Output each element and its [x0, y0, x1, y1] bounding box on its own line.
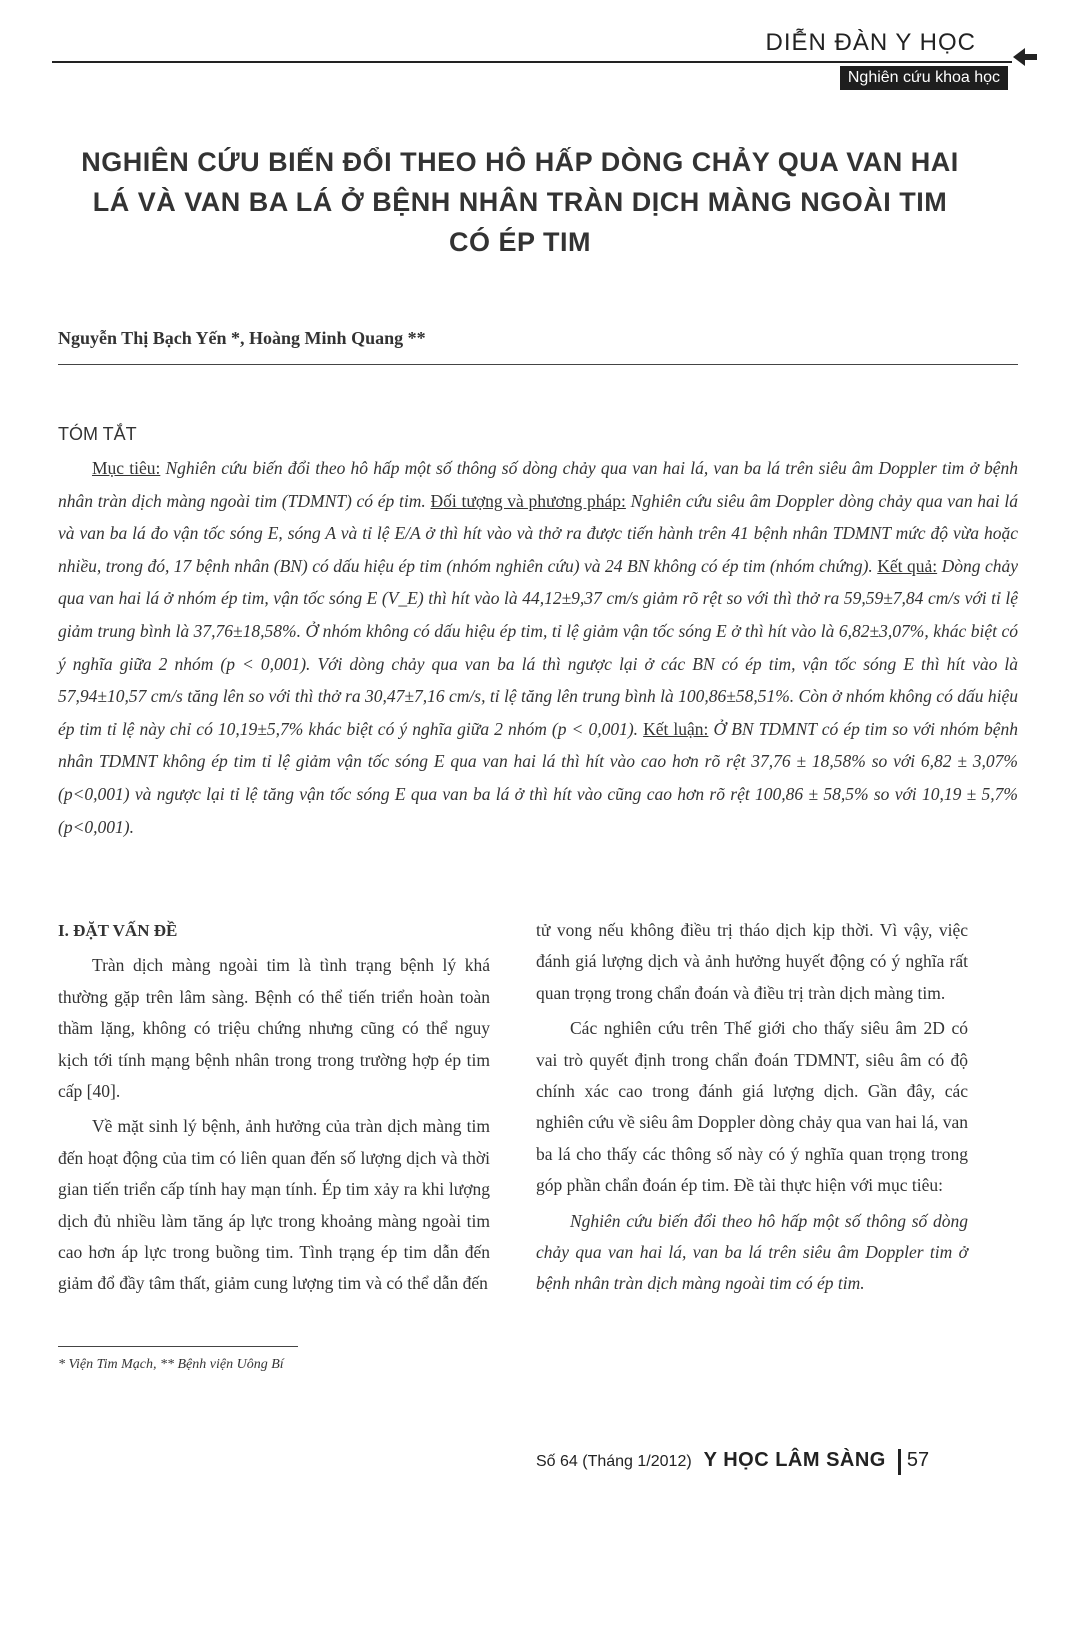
footer-separator [898, 1449, 901, 1475]
objective-text: Nghiên cứu biến đổi theo hô hấp một số thông số dòng chảy qua van hai lá, van ba lá trên siêu âm Doppler tim ở bệnh nhân tràn dịch màng ngoài tim (TDMNT) có ép tim. [58, 458, 1018, 511]
authors-divider [58, 364, 1018, 365]
page-number: 57 [906, 1449, 930, 1471]
abstract-body [58, 452, 1018, 843]
section-heading: I. ĐẶT VẤN ĐỀ [58, 921, 178, 940]
header-divider [52, 61, 1012, 63]
body-paragraph: Về mặt sinh lý bệnh, ảnh hưởng của tràn dịch màng tim đến hoạt động của tim có liên quan đến số lượng dịch và thời gian tiến triển cấp tính hay mạn tính. Ép tim xảy ra khi lượng dịch đủ nhiều làm tăng áp lực trong khoảng màng ngoài tim cao hơn áp lực trong buồng tim. Tình trạng ép tim dẫn đến giảm đổ đầy tâm thất, giảm cung lượng tim và có thể dẫn đến [58, 1116, 490, 1294]
body-paragraph: tử vong nếu không điều trị tháo dịch kịp thời. Vì vậy, việc đánh giá lượng dịch và ảnh hưởng huyết động có ý nghĩa rất quan trọng trong chẩn đoán và điều trị tràn dịch màng tim. [536, 920, 968, 1003]
body-left-column [58, 915, 490, 1304]
arrow-left-icon [1011, 44, 1037, 70]
methods-text: Nghiên cứu siêu âm Doppler dòng chảy qua van hai lá và van ba lá đo vận tốc sóng E, sóng A và tỉ lệ E/A ở thì hít vào và thở ra được tiến hành trên 41 bệnh nhân TDMNT mức độ vừa hoặc nhiều, trong đó, 17 bệnh nhân (BN) có dấu hiệu ép tim (nhóm nghiên cứu) và 24 BN không có ép tim (nhóm chứng). [58, 490, 1018, 576]
affiliation-footnote: * Viện Tim Mạch, ** Bệnh viện Uông Bí [58, 1357, 284, 1372]
conclusion-label: Kết luận: [643, 718, 709, 739]
journal-name: Y HỌC LÂM SÀNG [703, 1449, 886, 1471]
abstract-heading: TÓM TẮT [58, 424, 137, 444]
section-title: DIỄN ĐÀN Y HỌC [765, 29, 976, 56]
article-authors: Nguyễn Thị Bạch Yến *, Hoàng Minh Quang ** [58, 328, 426, 348]
methods-label: Đối tượng và phương pháp: [430, 490, 626, 511]
results-label: Kết quả: [877, 555, 938, 576]
issue-info: Số 64 (Tháng 1/2012) [536, 1453, 692, 1470]
objective-statement: Nghiên cứu biến đổi theo hô hấp một số thông số dòng chảy qua van hai lá, van ba lá trên siêu âm Doppler tim ở bệnh nhân tràn dịch màng ngoài tim có ép tim. [536, 1210, 968, 1294]
results-text: Dòng chảy qua van hai lá ở nhóm ép tim, vận tốc sóng E (V_E) thì hít vào là 44,12±9,37 cm/s giảm rõ rệt so với thì thở ra 59,59±7,84 cm/s với tỉ lệ giảm trung bình là 37,76±18,58%. Ở nhóm không có dấu hiệu ép tim, tỉ lệ giảm vận tốc sóng E ở thì hít vào là 6,82±3,07%, khác biệt có ý nghĩa giữa 2 nhóm (p < 0,001). Với dòng chảy qua van ba lá thì ngược lại ở các BN có ép tim, vận tốc sóng E thì hít vào là 57,94±10,57 cm/s tăng lên so với thì thở ra 30,47±7,16 cm/s, tỉ lệ tăng lên trung bình là 100,86±58,51%. Còn ở nhóm không có dấu hiệu ép tim tỉ lệ này chỉ có 10,19±5,7% khác biệt có ý nghĩa giữa 2 nhóm (p < 0,001). [58, 555, 1018, 739]
page-footer [536, 1449, 929, 1475]
body-paragraph: Các nghiên cứu trên Thế giới cho thấy siêu âm 2D có vai trò quyết định trong chẩn đoán TDMNT, siêu âm có độ chính xác cao trong đánh giá lượng dịch. Gần đây, các nghiên cứu về siêu âm Doppler dòng chảy qua van hai lá, van ba lá cho thấy các thông số này có ý nghĩa quan trọng trong góp phần chẩn đoán ép tim. Đề tài thực hiện với mục tiêu: [536, 1018, 968, 1196]
footnote-divider [58, 1346, 298, 1347]
objective-label: Mục tiêu: [92, 458, 161, 478]
article-title: NGHIÊN CỨU BIẾN ĐỔI THEO HÔ HẤP DÒNG CHẢY QUA VAN HAI LÁ VÀ VAN BA LÁ Ở BỆNH NHÂN TRÀN DỊCH MÀNG NGOÀI TIM CÓ ÉP TIM [81, 147, 959, 257]
conclusion-text: Ở BN TDMNT có ép tim so với nhóm bệnh nhân TDMNT không ép tim tỉ lệ giảm vận tốc sóng E qua van hai lá thì hít vào cao hơn rõ rệt 37,76 ± 18,58% so với 6,82 ± 3,07% (p<0,001) và ngược lại tỉ lệ tăng vận tốc sóng E qua van ba lá ở thì hít vào cũng cao hơn rõ rệt 100,86 ± 58,5% so với 10,19 ± 5,7% (p<0,001). [58, 718, 1019, 837]
body-paragraph: Tràn dịch màng ngoài tim là tình trạng bệnh lý khá thường gặp trên lâm sàng. Bệnh có thể tiến triển hoàn toàn thầm lặng, không có triệu chứng nhưng cũng có thể nguy kịch tới tính mạng bệnh nhân trong trong trường hợp ép tim cấp [40]. [58, 955, 490, 1102]
body-right-column [536, 915, 968, 1304]
section-badge: Nghiên cứu khoa học [840, 66, 1008, 90]
